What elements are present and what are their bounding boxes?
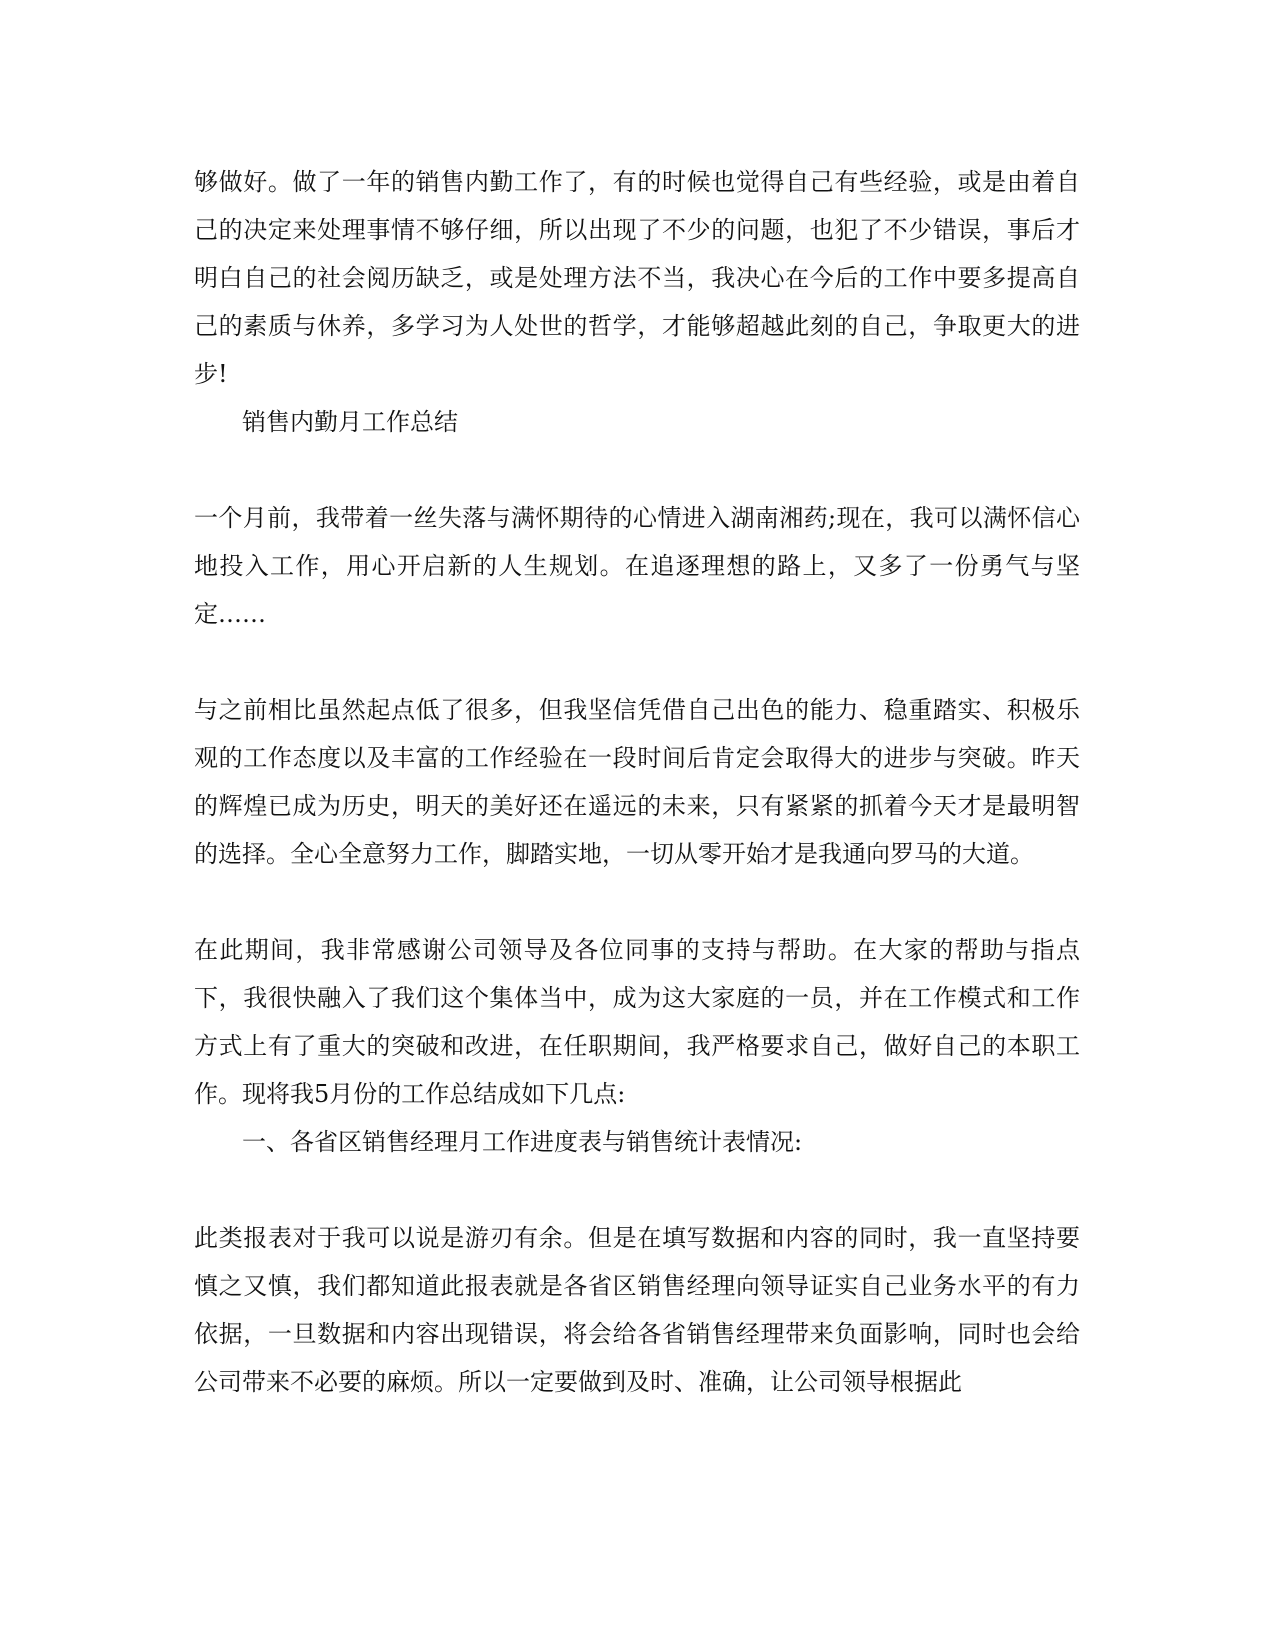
document-body bbox=[194, 158, 1080, 1406]
paragraph-experience-reflection: 够做好。做了一年的销售内勤工作了，有的时候也觉得自己有些经验，或是由着自己的决定来处理事情不够仔细，所以出现了不少的问题，也犯了不少错误，事后才明白自己的社会阅历缺乏，或是处理方法不当，我决心在今后的工作中要多提高自己的素质与休养，多学习为人处世的哲学，才能够超越此刻的自己，争取更大的进步! bbox=[194, 168, 1080, 388]
section-heading-progress-reports: 一、各省区销售经理月工作进度表与销售统计表情况: bbox=[242, 1128, 803, 1156]
paragraph-starting-point: 与之前相比虽然起点低了很多，但我坚信凭借自己出色的能力、稳重踏实、积极乐观的工作态度以及丰富的工作经验在一段时间后肯定会取得大的进步与突破。昨天的辉煌已成为历史，明天的美好还在遥远的未来，只有紧紧的抓着今天才是最明智的选择。全心全意努力工作，脚踏实地，一切从零开始才是我通向罗马的大道。 bbox=[194, 696, 1080, 868]
paragraph-one-month-ago: 一个月前，我带着一丝失落与满怀期待的心情进入湖南湘药;现在，我可以满怀信心地投入工作，用心开启新的人生规划。在追逐理想的路上，又多了一份勇气与坚定…… bbox=[194, 504, 1080, 628]
paragraph-thanks: 在此期间，我非常感谢公司领导及各位同事的支持与帮助。在大家的帮助与指点下，我很快融入了我们这个集体当中，成为这大家庭的一员，并在工作模式和工作方式上有了重大的突破和改进，在任职期间，我严格要求自己，做好自己的本职工作。现将我5月份的工作总结成如下几点: bbox=[194, 936, 1080, 1108]
paragraph-report-handling: 此类报表对于我可以说是游刃有余。但是在填写数据和内容的同时，我一直坚持要慎之又慎，我们都知道此报表就是各省区销售经理向领导证实自己业务水平的有力依据，一旦数据和内容出现错误，将会给各省销售经理带来负面影响，同时也会给公司带来不必要的麻烦。所以一定要做到及时、准确，让公司领导根据此 bbox=[194, 1224, 1080, 1396]
section-heading-monthly-summary: 销售内勤月工作总结 bbox=[242, 408, 458, 436]
